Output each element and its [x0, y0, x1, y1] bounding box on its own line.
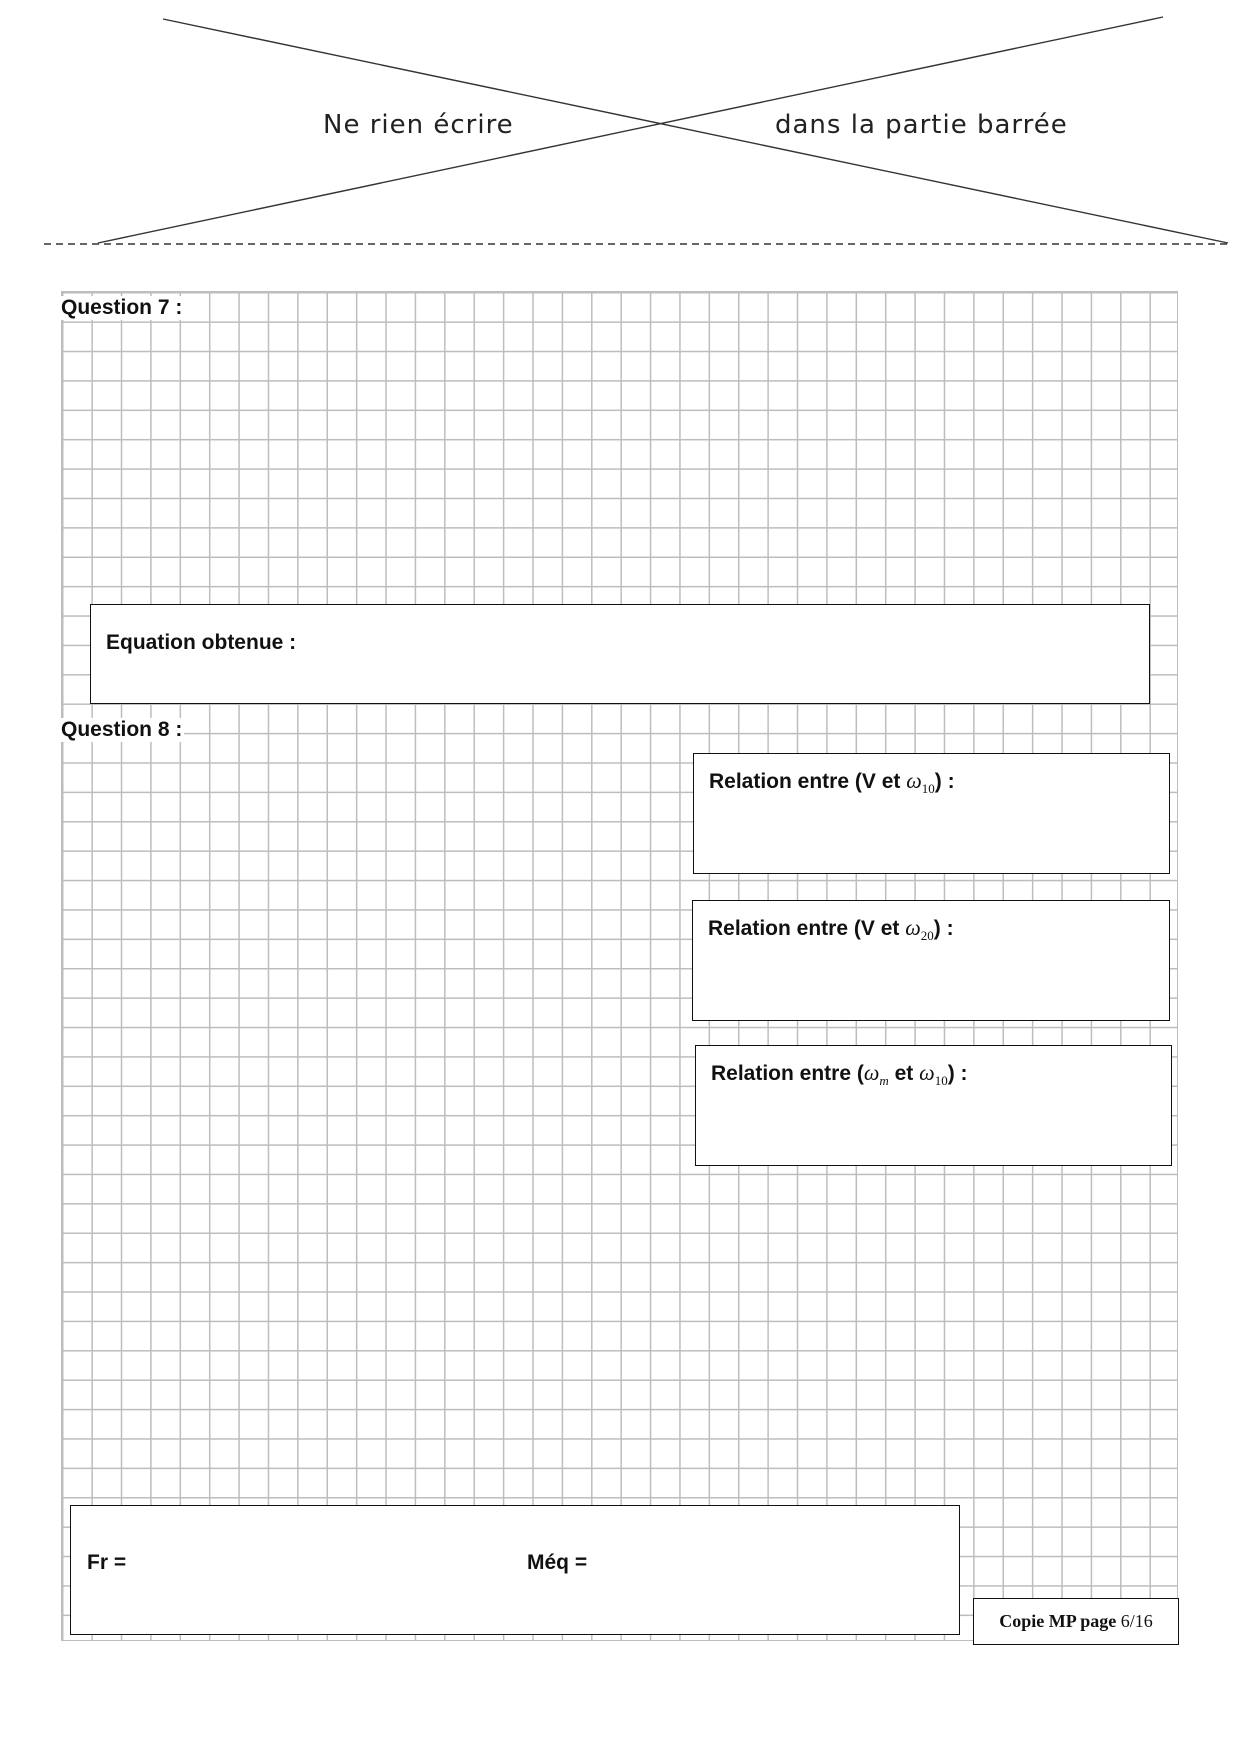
- header-right-text: dans la partie barrée: [775, 110, 1068, 140]
- question-8-title: Question 8 :: [61, 718, 183, 741]
- relation-omegam-omega10-label: Relation entre ($\omega_m$ et $\omega_{10}$) :: [711, 1060, 968, 1088]
- footer-page-number: 6/16: [1120, 1611, 1153, 1631]
- equation-label: Equation obtenue :: [106, 631, 297, 654]
- omega-symbol: ω: [906, 768, 922, 793]
- meq-label: Méq =: [527, 1551, 588, 1574]
- footer-copy-label: Copie MP page: [999, 1611, 1117, 1631]
- relation-v-omega20-label: Relation entre (V et $\omega_{20}$) :: [708, 915, 954, 943]
- relation-omegam-omega10-box[interactable]: [695, 1045, 1172, 1166]
- question-7-title: Question 7 :: [61, 296, 183, 319]
- omega-symbol: ω: [919, 1060, 935, 1085]
- results-box[interactable]: [70, 1505, 960, 1635]
- omega-symbol: ω: [905, 915, 921, 940]
- fr-label: Fr =: [87, 1551, 127, 1574]
- relation-v-omega10-label: Relation entre (V et $\omega_{10}$) :: [709, 768, 955, 796]
- relation-v-omega10-box[interactable]: [693, 753, 1170, 874]
- omega-symbol: ω: [863, 1060, 880, 1085]
- relation-v-omega20-box[interactable]: [692, 900, 1170, 1021]
- equation-box[interactable]: [90, 604, 1150, 704]
- page-footer: [973, 1598, 1179, 1645]
- header-left-text: Ne rien écrire: [323, 110, 514, 140]
